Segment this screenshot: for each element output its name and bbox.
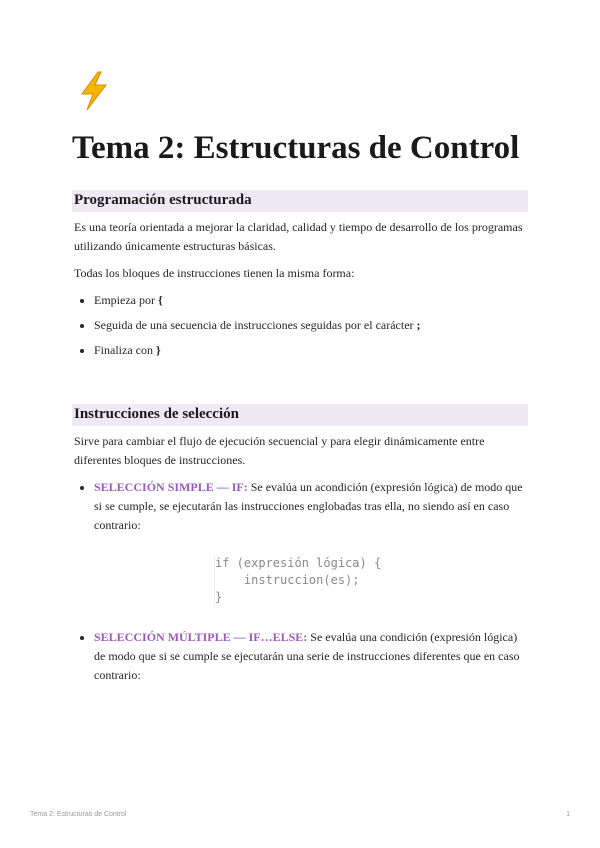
section-heading-seleccion: Instrucciones de selección xyxy=(72,404,528,426)
lightning-icon xyxy=(74,70,114,112)
section-heading-programacion: Programación estructurada xyxy=(72,190,528,212)
page-footer xyxy=(30,811,570,818)
code-block xyxy=(214,555,528,606)
document-page xyxy=(72,70,528,691)
footer-title: Tema 2: Estructuras de Control xyxy=(30,811,127,818)
code-line: if (expresión lógica) { xyxy=(215,556,382,570)
list-item-if-else: • SELECCIÓN MÚLTIPLE — IF…ELSE: Se evalúa una condición (expresión lógica) de modo que si se cumple se ejecutarán una serie de instrucciones diferentes que en caso contrario: xyxy=(94,628,528,685)
list-item-if: • SELECCIÓN SIMPLE — IF: Se evalúa un acondición (expresión lógica) de modo que si se cumple, se ejecutarán las instrucciones englobadas tras ella, no siendo así en caso contrario: xyxy=(94,478,528,535)
selection-list-2 xyxy=(72,628,528,685)
selection-list xyxy=(72,478,528,535)
keyword-label: SELECCIÓN MÚLTIPLE — IF…ELSE: xyxy=(94,630,308,644)
block-structure-list xyxy=(72,291,528,360)
section2-paragraph: Sirve para cambiar el flujo de ejecución secuencial y para elegir dinámicamente entre diferentes bloques de instrucciones. xyxy=(74,434,485,467)
page-title: Tema 2: Estructuras de Control xyxy=(72,130,520,166)
code-line: } xyxy=(215,590,223,604)
list-item: • Empieza por { xyxy=(94,291,528,310)
keyword-label: SELECCIÓN SIMPLE — IF: xyxy=(94,480,248,494)
section1-paragraph-2: Todas los bloques de instrucciones tienen la misma forma: xyxy=(74,266,355,280)
list-item: • Finaliza con } xyxy=(94,341,528,360)
section1-paragraph-1: Es una teoría orientada a mejorar la claridad, calidad y tiempo de desarrollo de los programas utilizando únicamente estructuras básicas. xyxy=(74,220,523,253)
page-number: 1 xyxy=(566,811,570,818)
code-line: instruccion(es); xyxy=(215,573,360,587)
list-item: • Seguida de una secuencia de instrucciones seguidas por el carácter ; xyxy=(94,316,528,335)
